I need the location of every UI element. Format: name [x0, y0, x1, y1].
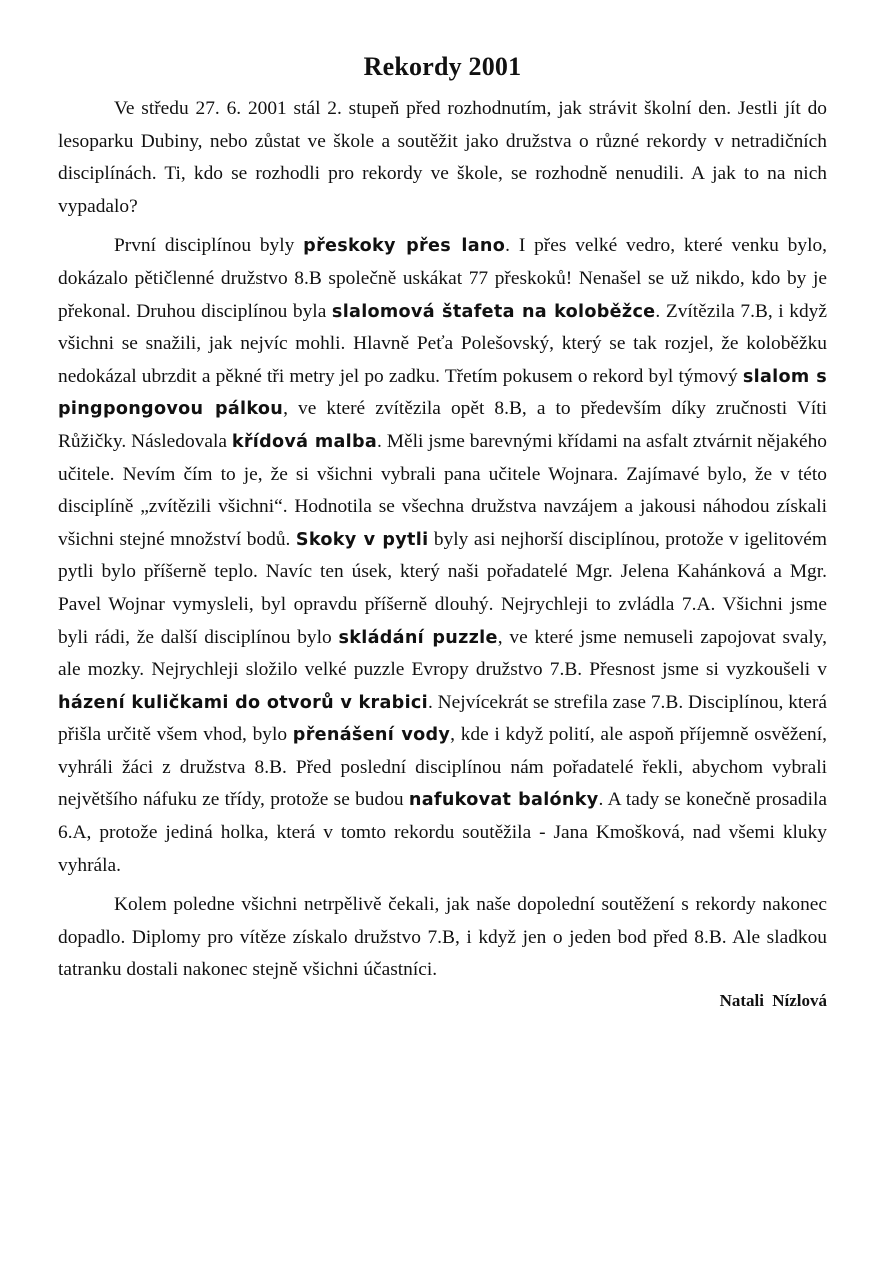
- discipline-name: Skoky v pytli: [295, 529, 429, 550]
- paragraph: [58, 889, 827, 987]
- paragraph: [58, 93, 827, 223]
- text-segment: První disciplínou byly: [114, 235, 304, 257]
- text-segment: . I přes velké vedro, které venku bylo, dokázalo pětičlenné družstvo 8.B společně uskákat 77 přeskoků! Nenašel se už nikdo, kdo by je překonal. Druhou disciplínou byla: [58, 235, 828, 322]
- text-segment: Kolem poledne všichni netrpělivě čekali, jak naše dopolední soutěžení s rekordy nakonec dopadlo. Diplomy pro vítěze získalo družstvo 7.B, i když jen o jeden bod před 8.B. Ale sladkou tatranku dostali nakonec stejně všichni účastníci.: [58, 894, 827, 981]
- article-title: Rekordy 2001: [363, 52, 522, 81]
- text-segment: byly asi nejhorší disciplínou, protože v igelitovém pytli bylo příšerně teplo. Navíc ten úsek, který naši pořadatelé Mgr. Jelena Kahánková a Mgr. Pavel Wojnar vymysleli, byl opravdu příšerně dlouhý. Nejrychleji to zvládla 7.A. Všichni jsme byli rádi, že další disciplínou bylo: [58, 528, 828, 648]
- discipline-name: nafukovat balónky: [408, 790, 599, 811]
- discipline-name: házení kuličkami do otvorů v krabici: [58, 692, 428, 713]
- text-segment: . Zvítězila 7.B, i když všichni se snažili, jak nejvíc mohli. Hlavně Peťa Polešovský, který se tak rozjel, že koloběžku nedokázal ubrzdit a pěkné tři metry jel po zadku. Třetím pokusem o rekord byl týmový: [58, 300, 827, 387]
- discipline-name: skládání puzzle: [338, 627, 498, 648]
- text-segment: , ve které zvítězila opět 8.B, a to především díky zručnosti Víti Růžičky. Následovala: [58, 398, 828, 452]
- discipline-name: slalom s pingpongovou pálkou: [58, 366, 827, 420]
- text-segment: , ve které jsme nemuseli zapojovat svaly, ale mozky. Nejrychleji složilo velké puzzle Evropy družstvo 7.B. Přesnost jsme si vyzkoušeli v: [58, 626, 827, 681]
- text-segment: . Nejvícekrát se strefila zase 7.B. Disciplínou, která přišla určitě všem vhod, bylo: [58, 691, 827, 746]
- paragraph: [58, 230, 827, 882]
- discipline-name: slalomová štafeta na koloběžce: [331, 301, 656, 322]
- text-segment: . Měli jsme barevnými křídami na asfalt ztvárnit nějakého učitele. Nevím čím to je, že si všichni vybrali pana učitele Wojnara. Zajímavé bylo, že v této disciplíně „zvítězili všichni“. Hodnotila se všechna družstva navzájem a jakousi náhodou získali všichni stejné množství bodů.: [58, 430, 827, 550]
- article-body: [58, 93, 827, 987]
- text-segment: . A tady se konečně prosadila 6.A, protože jediná holka, která v tomto rekordu soutěžila - Jana Kmošková, nad všemi kluky vyhrála.: [58, 789, 827, 876]
- author-signature: Natali Nízlová: [719, 991, 827, 1011]
- discipline-name: přeskoky přes lano: [303, 236, 506, 257]
- text-segment: Ve středu 27. 6. 2001 stál 2. stupeň před rozhodnutím, jak strávit školní den. Jestli jít do lesoparku Dubiny, nebo zůstat ve škole a soutěžit jako družstva o různé rekordy v netradičních disciplínách. Ti, kdo se rozhodli pro rekordy ve škole, se rozhodně nenudili. A jak to na nich vypadalo?: [58, 98, 827, 217]
- discipline-name: přenášení vody: [292, 725, 451, 746]
- discipline-name: křídová malba: [231, 431, 378, 452]
- text-segment: , kde i když polití, ale aspoň příjemně osvěžení, vyhráli žáci z družstva 8.B. Před poslední disciplínou nám pořadatelé řekli, abychom vybrali největšího náfuku ze třídy, protože se budou: [58, 724, 827, 811]
